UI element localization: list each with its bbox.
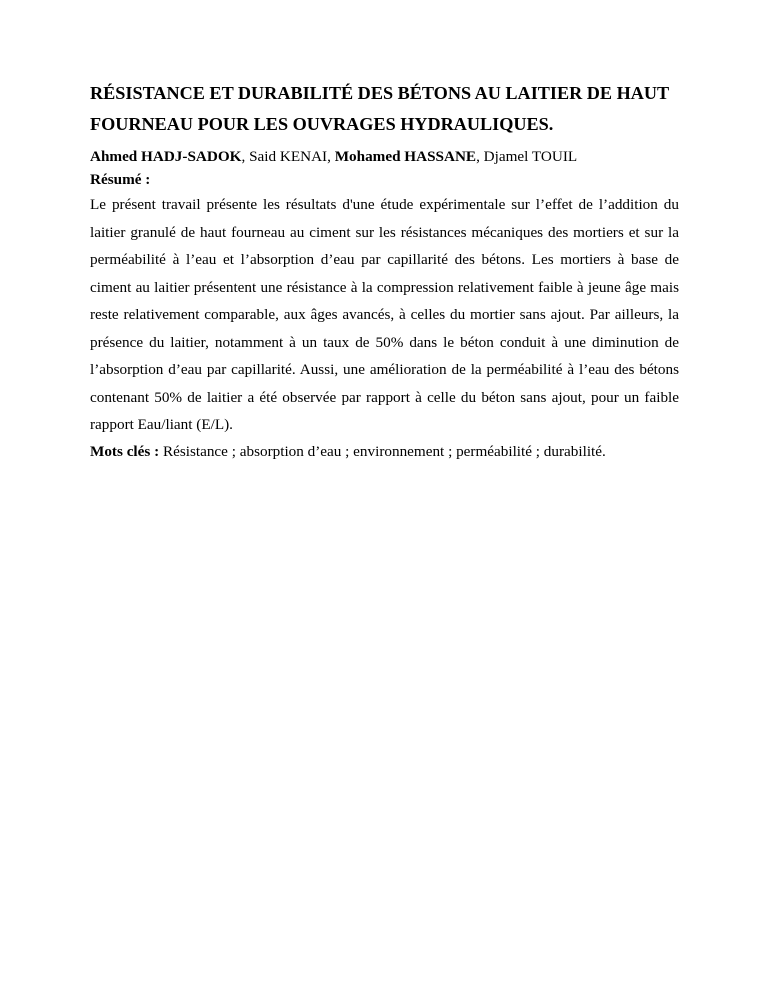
keywords-text: Résistance ; absorption d’eau ; environnement ; perméabilité ; durabilité.: [159, 442, 606, 460]
paper-title: RÉSISTANCE ET DURABILITÉ DES BÉTONS AU LAITIER DE HAUT FOURNEAU POUR LES OUVRAGES HYDRAULIQUES.: [90, 83, 669, 134]
author-name: Ahmed HADJ-SADOK: [90, 148, 242, 165]
author-name: Mohamed HASSANE: [334, 148, 477, 165]
abstract-text: Le présent travail présente les résultats d'une étude expérimentale sur l’effet de l’addition du laitier granulé de haut fourneau au ciment sur les résistances mécaniques des mortiers et sur la perméabilité à l’eau et l’absorption d’eau par capillarité des bétons. Les mortiers à base de ciment au laitier présentent une résistance à la compression relativement faible à jeune âge mais reste relativement comparable, aux âges avancés, à celles du mortier sans ajout. Par ailleurs, la présence du laitier, notamment à un taux de 50% dans le béton conduit à une diminution de l’absorption d’eau par capillarité. Aussi, une amélioration de la perméabilité à l’eau des bétons contenant 50% de laitier a été observée par rapport à celle du béton sans ajout, pour un faible rapport Eau/liant (E/L).: [90, 196, 679, 433]
abstract-heading: Résumé :: [90, 171, 151, 188]
author-separator: ,: [241, 148, 250, 165]
author-1: [90, 148, 249, 165]
keywords-line: [90, 440, 679, 463]
author-3: [335, 148, 484, 165]
paper-page: [90, 78, 679, 463]
author-list: [90, 145, 679, 168]
author-separator: ,: [476, 148, 484, 165]
author-name: Djamel TOUIL: [483, 148, 578, 165]
author-4: [484, 148, 578, 165]
keywords-label: Mots clés :: [90, 442, 160, 460]
author-2: [249, 148, 335, 165]
author-separator: ,: [327, 148, 335, 165]
author-name: Said KENAI: [249, 148, 328, 165]
